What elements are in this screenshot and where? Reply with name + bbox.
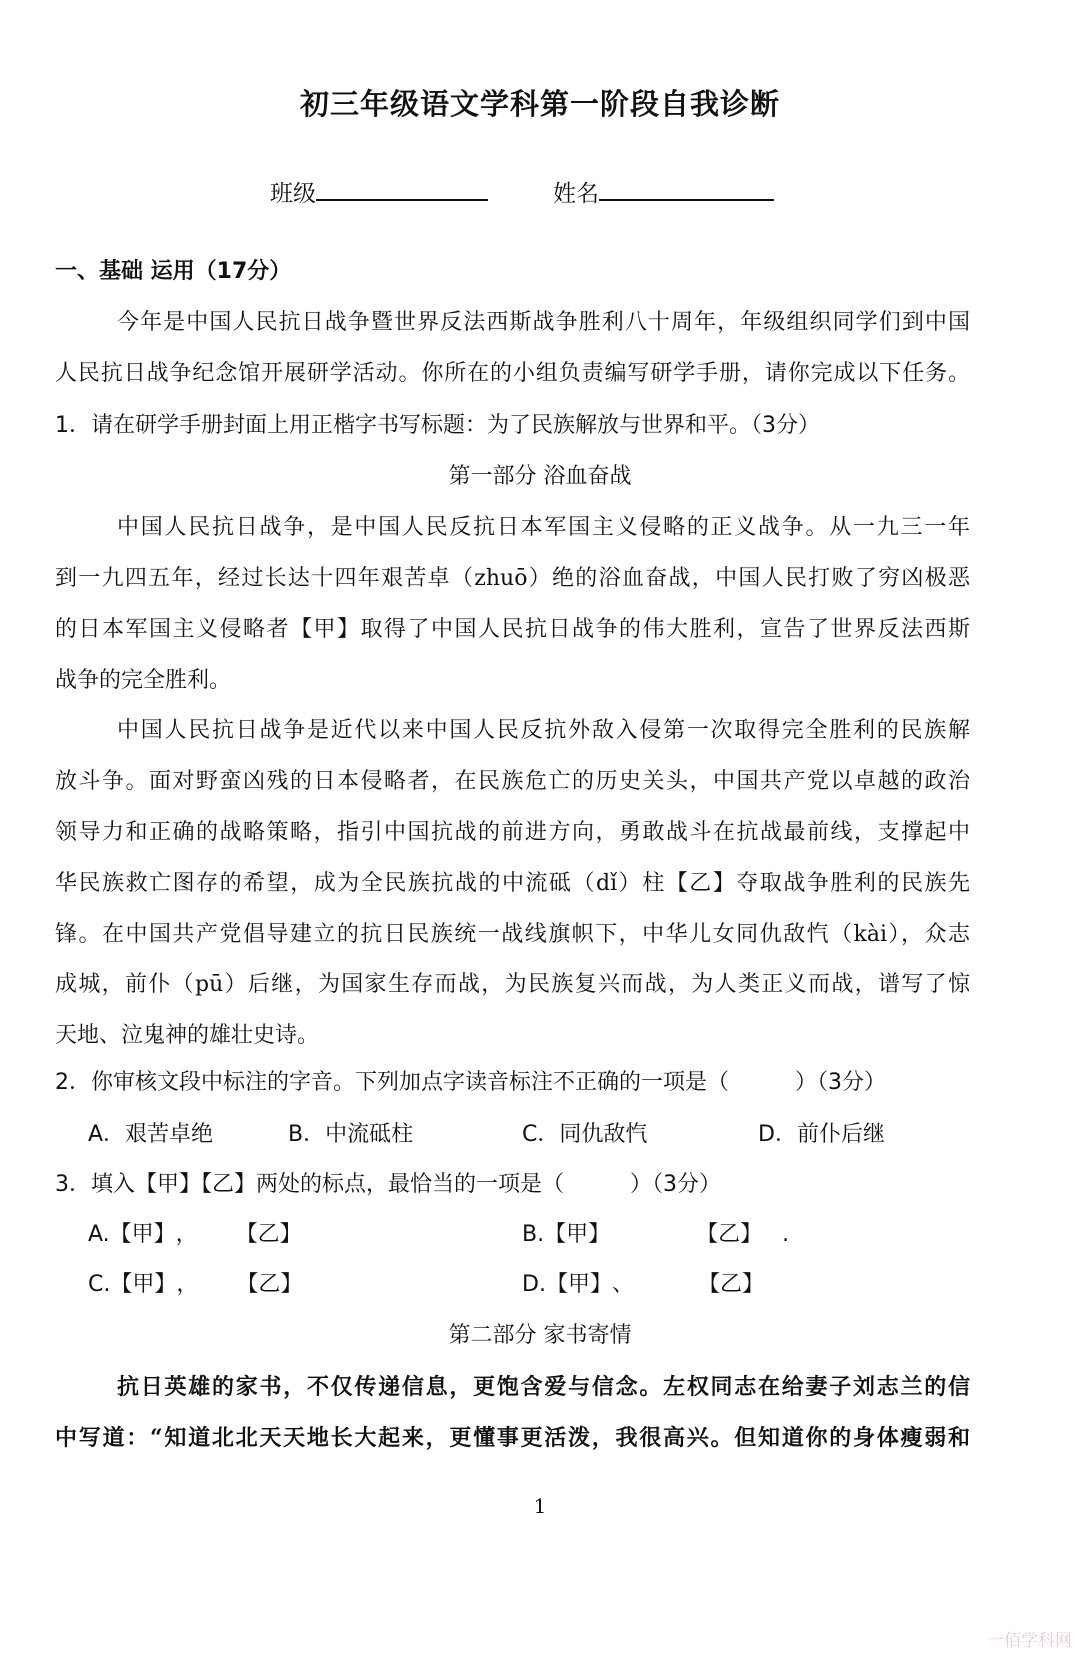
paragraph-line: 领导力和正确的战略策略，指引中国抗战的前进方向，勇敢战斗在抗战最前线，支撑起中	[55, 820, 970, 845]
part2-heading: 第二部分 家书寄情	[448, 1323, 632, 1348]
paragraph-line: 成城，前仆（pū）后继，为国家生存而战，为民族复兴而战，为人类正义而战，谱写了惊	[55, 972, 970, 997]
yi-slot: 【乙】	[236, 1272, 303, 1297]
name-label: 姓名	[553, 181, 599, 207]
name-field	[553, 175, 774, 208]
paragraph-line: 中国人民抗日战争是近代以来中国人民反抗外敌入侵第一次取得完全胜利的民族解	[117, 718, 970, 743]
q3-option-c	[88, 1270, 302, 1300]
yi-slot: 【乙】	[697, 1272, 764, 1297]
paragraph-line: 到一九四五年，经过长达十四年艰苦卓（zhuō）绝的浴血奋战，中国人民打败了穷凶极恶	[55, 566, 970, 591]
name-blank	[599, 177, 774, 201]
paragraph-line: 锋。在中国共产党倡导建立的抗日民族统一战线旗帜下，中华儿女同仇敌忾（kài），众志	[55, 922, 970, 947]
class-blank	[316, 177, 488, 201]
jia-slot: 【甲】	[545, 1272, 612, 1297]
option-letter: A.	[88, 1222, 110, 1247]
section-heading: 一、基础 运用（17分）	[55, 259, 292, 284]
jia-mark: 、	[611, 1272, 634, 1297]
intro-line: 今年是中国人民抗日战争暨世界反法西斯战争胜利八十周年，年级组织同学们到中国	[117, 310, 970, 335]
jia-mark: ，	[176, 1272, 199, 1297]
question-2: 2．你审核文段中标注的字音。下列加点字读音标注不正确的一项是（ ）（3分）	[55, 1070, 886, 1095]
option-letter: B.	[522, 1222, 545, 1247]
option-letter: D.	[522, 1272, 546, 1297]
paragraph-line: 中写道：“知道北北天天地长大起来，更懂事更活泼，我很高兴。但知道你的身体瘦弱和	[55, 1425, 970, 1451]
q2-option-d: D．前仆后继	[758, 1122, 885, 1147]
option-letter: C.	[88, 1272, 111, 1297]
paragraph-line: 华民族救亡图存的希望，成为全民族抗战的中流砥（dǐ）柱【乙】夺取战争胜利的民族先	[55, 871, 970, 896]
paragraph-line: 天地、泣鬼神的雄壮史诗。	[55, 1023, 320, 1048]
q2-option-a: A．艰苦卓绝	[88, 1122, 214, 1147]
question-3: 3．填入【甲】【乙】两处的标点，最恰当的一项是（ ）（3分）	[55, 1172, 721, 1197]
q3-option-a	[88, 1220, 302, 1250]
paragraph-line: 放斗争。面对野蛮凶残的日本侵略者，在民族危亡的历史关头，中国共产党以卓越的政治	[55, 769, 970, 794]
q2-option-c: C．同仇敌忾	[522, 1122, 648, 1147]
q2-option-b: B．中流砥柱	[288, 1122, 414, 1147]
jia-mark: ，	[175, 1222, 198, 1247]
jia-slot: 【甲】	[544, 1222, 611, 1247]
paragraph-line: 中国人民抗日战争，是中国人民反抗日本军国主义侵略的正义战争。从一九三一年	[117, 515, 970, 540]
page-title: 初三年级语文学科第一阶段自我诊断	[299, 87, 780, 121]
yi-slot: 【乙】	[696, 1222, 763, 1247]
class-label: 班级	[270, 181, 316, 207]
q3-option-d	[522, 1270, 764, 1300]
jia-slot: 【甲】	[110, 1272, 177, 1297]
class-field	[270, 175, 488, 208]
page-number: 1	[533, 1494, 547, 1518]
question-1: 1．请在研学手册封面上用正楷字书写标题：为了民族解放与世界和平。（3分）	[55, 413, 820, 438]
yi-slot: 【乙】	[235, 1222, 302, 1247]
watermark: 一佰学科网	[987, 1631, 1072, 1651]
jia-slot: 【甲】	[109, 1222, 176, 1247]
paragraph-line: 的日本军国主义侵略者【甲】取得了中国人民抗日战争的伟大胜利，宣告了世界反法西斯	[55, 617, 970, 642]
part1-heading: 第一部分 浴血奋战	[448, 464, 632, 489]
paragraph-line: 战争的完全胜利。	[55, 668, 232, 693]
yi-mark: .	[782, 1222, 790, 1247]
q3-option-b	[522, 1220, 789, 1250]
intro-line: 人民抗日战争纪念馆开展研学活动。你所在的小组负责编写研学手册，请你完成以下任务。	[55, 361, 970, 386]
paragraph-line: 抗日英雄的家书，不仅传递信息，更饱含爱与信念。左权同志在给妻子刘志兰的信	[117, 1374, 970, 1400]
